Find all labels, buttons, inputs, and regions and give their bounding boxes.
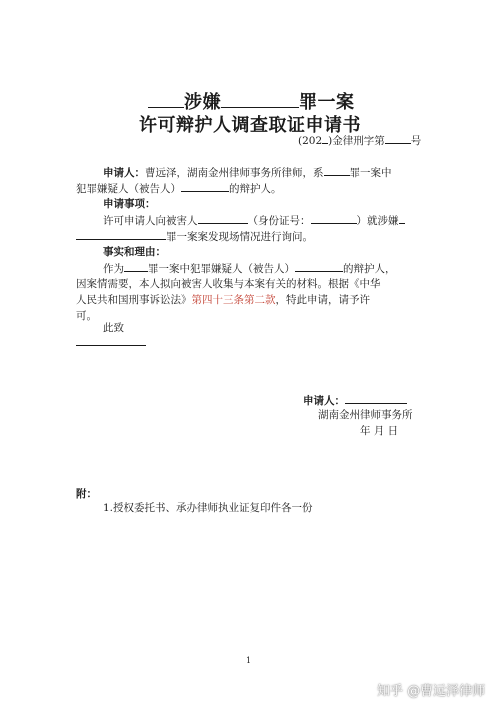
facts-label: 事实和理由： [103, 246, 166, 258]
blank-matters-charge-a [399, 212, 405, 224]
matters-label: 申请事项： [103, 198, 156, 210]
document-number [298, 132, 421, 149]
signature-firm: 湖南金州律师事务所 [318, 409, 413, 421]
blank-facts-charge [124, 260, 148, 272]
facts-line1 [103, 260, 396, 277]
applicant-text-c: 犯罪嫌疑人（被告人） [76, 183, 181, 195]
document-title-line2: 许可辩护人调查取证申请书 [139, 115, 361, 136]
matters-text-a: 许可申请人向被害人 [103, 215, 198, 227]
law-article-reference: 第四十三条第二款 [191, 294, 276, 306]
signature-date: 年 月 日 [360, 425, 399, 437]
attachment-item: 1.授权委托书、承办律师执业证复印件各一份 [103, 502, 313, 514]
title-part-a: 涉嫌 [184, 92, 221, 113]
facts-text-c: 的辩护人， [343, 263, 396, 275]
facts-text-a: 作为 [103, 263, 124, 275]
matters-text-d: 罪一案案发现场情况进行询问。 [166, 231, 313, 243]
doc-number-middle: )金律刑字第 [328, 135, 385, 147]
facts-line2: 因案情需要，本人拟向被害人收集与本案有关的材料。根据《中华 [76, 278, 381, 290]
blank-suspect [148, 92, 184, 108]
facts-text-request: ，特此申请，请予许 [275, 294, 370, 306]
page-number: 1 [246, 656, 252, 665]
blank-matters-charge-b [76, 228, 166, 240]
blank-applicant-charge [324, 164, 350, 176]
matters-text-c: ）就涉嫌 [356, 215, 399, 227]
attachments-label: 附： [76, 488, 97, 500]
applicant-text-b: 罪一案中 [349, 167, 392, 179]
applicant-label: 申请人： [103, 167, 145, 179]
recipient-line [76, 345, 146, 346]
matters-text-b: （身份证号： [247, 215, 311, 227]
facts-text-law: 人民共和国刑事诉讼法》 [76, 294, 192, 306]
facts-text-b: 罪一案中犯罪嫌疑人（被告人） [148, 263, 295, 275]
applicant-line2 [76, 180, 282, 197]
matters-line1 [103, 212, 405, 229]
matters-line2 [76, 228, 313, 245]
blank-facts-defendant [295, 260, 343, 272]
closing-salutation: 此致 [103, 322, 124, 334]
watermark-text: 知乎 @曹远泽律师 [377, 684, 486, 699]
facts-line3 [76, 292, 370, 308]
blank-signature [345, 392, 407, 404]
blank-charge [221, 92, 299, 108]
title-part-b: 罪一案 [299, 92, 355, 113]
signature-label: 申请人： [303, 395, 345, 407]
applicant-line1 [103, 164, 392, 181]
doc-number-prefix: (202 [298, 135, 323, 147]
blank-id-number [311, 212, 357, 224]
applicant-text-a: 曹远泽，湖南金州律师事务所律师，系 [145, 167, 324, 179]
doc-number-suffix: 号 [410, 135, 422, 147]
blank-applicant-defendant [181, 180, 229, 192]
blank-number [385, 132, 411, 144]
applicant-text-d: 的辩护人。 [229, 183, 282, 195]
facts-line4: 可。 [76, 310, 97, 322]
blank-victim [198, 212, 248, 224]
